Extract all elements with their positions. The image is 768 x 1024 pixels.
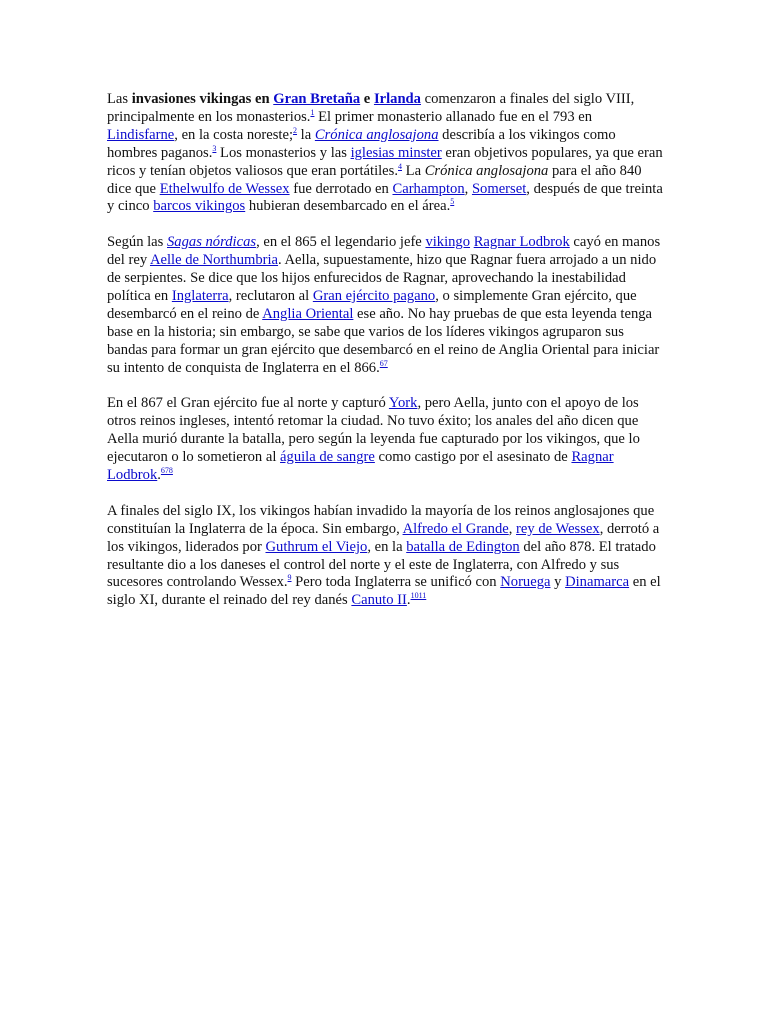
text-run: . Aella, supuestamente, hizo que Ragnar fuera arrojado a un nido de serpientes. Se dice que los hijos enfurecidos de Ragnar, aprovechando la inestabilidad política en bbox=[107, 252, 657, 304]
link-aelle-de-northumbria[interactable]: Aelle de Northumbria bbox=[149, 252, 279, 269]
text-run: del año 878. El tratado resultante dio a los daneses el control del norte y el este de Inglaterra, con Alfredo y sus sucesores controlando Wessex. bbox=[107, 538, 656, 591]
paragraph-1 bbox=[107, 91, 663, 216]
paragraph-3 bbox=[107, 395, 663, 485]
bold-text: invasiones vikingas en bbox=[131, 91, 274, 107]
text-run: El primer monasterio allanado fue en el 793 en bbox=[314, 108, 593, 125]
text-run: , o simplemente Gran ejército, que desembarcó en el reino de bbox=[107, 287, 637, 322]
text-run: , en la costa noreste; bbox=[174, 126, 294, 143]
link-lindisfarne[interactable]: Lindisfarne bbox=[107, 126, 175, 143]
reference-link-9[interactable]: 9 bbox=[287, 573, 292, 583]
reference-link-1011[interactable]: 1011 bbox=[410, 591, 427, 601]
text-run: eran objetivos populares, ya que eran ricos y tenían objetos valiosos que eran portátiles. bbox=[107, 144, 663, 179]
reference-link-3[interactable]: 3 bbox=[212, 143, 217, 153]
text-run: y bbox=[550, 574, 566, 591]
reference-superscript bbox=[161, 466, 173, 475]
text-run: fue derrotado en bbox=[289, 180, 393, 197]
text-run: La bbox=[402, 162, 425, 179]
reference-superscript bbox=[380, 359, 388, 368]
italic-text: Crónica anglosajona bbox=[424, 162, 549, 179]
reference-link-2[interactable]: 2 bbox=[293, 125, 298, 135]
paragraph-2 bbox=[107, 234, 663, 377]
link-ragnar-lodbrok[interactable]: Ragnar Lodbrok bbox=[107, 449, 614, 483]
link-vikingo[interactable]: vikingo bbox=[425, 234, 471, 251]
link-ethelwulfo-de-wessex[interactable]: Ethelwulfo de Wessex bbox=[159, 180, 290, 197]
link-ragnar-lodbrok[interactable]: Ragnar Lodbrok bbox=[473, 234, 570, 251]
reference-link-5[interactable]: 5 bbox=[450, 197, 455, 207]
reference-superscript bbox=[450, 197, 454, 206]
text-run: cayó en manos del rey bbox=[107, 234, 661, 269]
link-cronica-anglosajona[interactable]: Crónica anglosajona bbox=[314, 126, 439, 143]
link-york[interactable]: York bbox=[388, 395, 418, 412]
link-noruega[interactable]: Noruega bbox=[500, 574, 551, 591]
link-alfredo-el-grande[interactable]: Alfredo el Grande bbox=[402, 520, 509, 537]
link-somerset[interactable]: Somerset bbox=[471, 180, 527, 197]
reference-link-678[interactable]: 678 bbox=[160, 466, 173, 475]
text-run: en el siglo XI, durante el reinado del rey danés bbox=[107, 574, 661, 609]
link-guthrum-el-viejo[interactable]: Guthrum el Viejo bbox=[265, 538, 368, 555]
text-run: Según las bbox=[107, 234, 167, 251]
reference-superscript bbox=[411, 591, 427, 600]
text-run: describía a los vikingos como hombres paganos. bbox=[107, 126, 616, 161]
link-gran-bretana[interactable]: Gran Bretaña bbox=[273, 91, 361, 107]
text-run: A finales del siglo IX, los vikingos habían invadido la mayoría de los reinos anglosajones que constituían la Inglaterra de la época. Sin embargo, bbox=[107, 502, 655, 537]
text-run: , bbox=[508, 520, 517, 537]
text-run: , derrotó a los vikingos, liderados por bbox=[107, 520, 660, 555]
link-inglaterra[interactable]: Inglaterra bbox=[171, 287, 229, 304]
link-aguila-de-sangre[interactable]: águila de sangre bbox=[280, 449, 375, 466]
text-run: , en el 865 el legendario jefe bbox=[256, 234, 426, 251]
text-run: , pero Aella, junto con el apoyo de los otros reinos ingleses, intentó retomar la ciudad. No tuvo éxito; los anales del año dicen que Aella murió durante la batalla, pero según la leyenda fue capturado por los vikingos, que lo ejecutaron o lo sometieron al bbox=[107, 395, 640, 466]
link-barcos-vikingos[interactable]: barcos vikingos bbox=[153, 198, 246, 215]
reference-link-1[interactable]: 1 bbox=[310, 107, 315, 117]
link-canuto-ii[interactable]: Canuto II bbox=[351, 592, 407, 609]
text-run: la bbox=[297, 126, 315, 143]
text-run: para el año 840 dice que bbox=[107, 162, 642, 197]
article-body bbox=[107, 91, 663, 628]
link-rey-de-wessex[interactable]: rey de Wessex bbox=[516, 520, 600, 537]
link-gran-ejercito-pagano[interactable]: Gran ejército pagano bbox=[312, 287, 436, 304]
text-run: , bbox=[464, 180, 472, 197]
text-run: En el 867 el Gran ejército fue al norte y capturó bbox=[107, 395, 389, 412]
text-run: , en la bbox=[367, 538, 407, 555]
text-run: hubieran desembarcado en el área. bbox=[245, 198, 451, 215]
text-run: comenzaron a finales del siglo VIII, principalmente en los monasterios. bbox=[107, 91, 635, 125]
text-run: Pero toda Inglaterra se unificó con bbox=[291, 574, 501, 591]
text-run: . bbox=[157, 467, 161, 483]
reference-link-4[interactable]: 4 bbox=[398, 161, 402, 171]
link-irlanda[interactable]: Irlanda bbox=[373, 91, 421, 107]
text-run: ese año. No hay pruebas de que esta leyenda tenga base en la historia; sin embargo, se sabe que varios de los líderes vikingos agruparon sus bandas para formar un gran ejército que desembarcó en el reino de Anglia Oriental para iniciar su intento de conquista de Inglaterra en el 866. bbox=[107, 305, 660, 376]
text-run: . bbox=[406, 592, 411, 609]
text-run: Las bbox=[107, 91, 132, 107]
bold-text: e bbox=[360, 91, 374, 107]
link-iglesias-minster[interactable]: iglesias minster bbox=[350, 144, 442, 161]
link-anglia-oriental[interactable]: Anglia Oriental bbox=[262, 305, 354, 322]
link-sagas-nordicas[interactable]: Sagas nórdicas bbox=[167, 234, 257, 251]
text-run: Los monasterios y las bbox=[216, 144, 351, 161]
link-dinamarca[interactable]: Dinamarca bbox=[565, 574, 630, 591]
link-carhampton[interactable]: Carhampton bbox=[392, 180, 465, 197]
text-run: , después de que treinta y cinco bbox=[107, 180, 663, 215]
reference-link-67[interactable]: 67 bbox=[379, 358, 388, 368]
link-batalla-de-edington[interactable]: batalla de Edington bbox=[406, 538, 520, 555]
paragraph-4 bbox=[107, 503, 663, 610]
text-run: , reclutaron al bbox=[228, 287, 313, 304]
text-run: como castigo por el asesinato de bbox=[374, 449, 572, 466]
